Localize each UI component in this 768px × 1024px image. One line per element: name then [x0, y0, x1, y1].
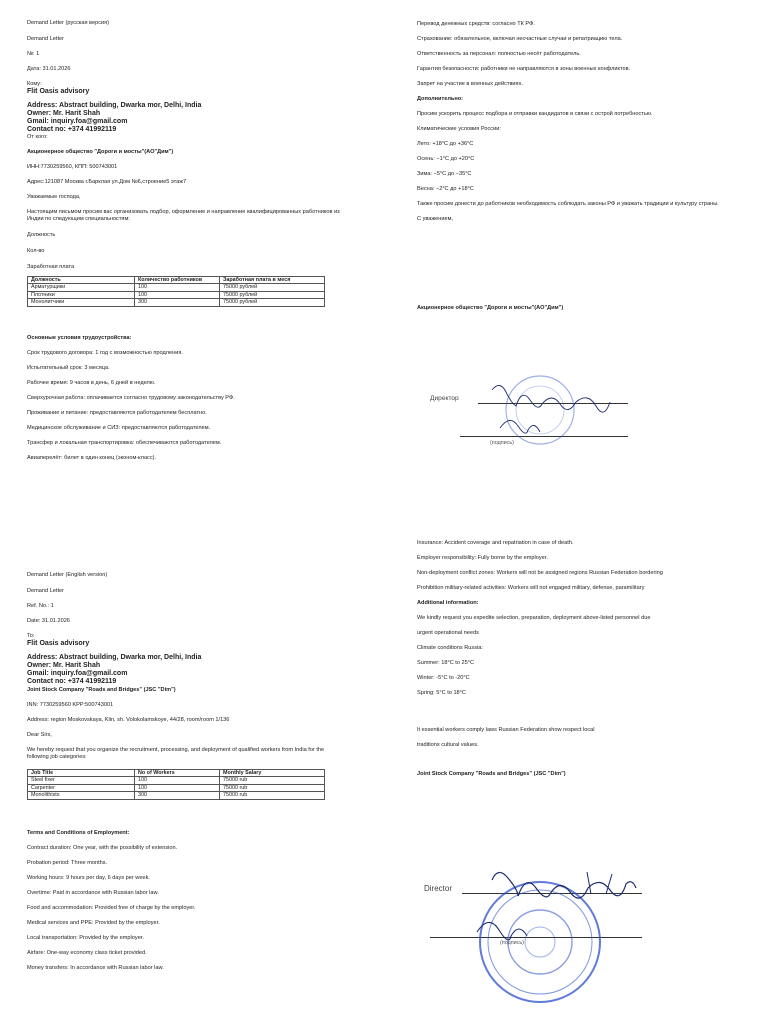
en-recipient-block — [27, 640, 372, 686]
en-climate-item: Summer: 18°C to 25°C — [417, 660, 475, 666]
en-term: Money transfers: In accordance with Russian labor law. — [27, 964, 164, 971]
table-cell: Плотники — [28, 291, 135, 298]
ru-number: №: 1 — [27, 51, 40, 57]
en-condition: Prohibition military-related activities: Workers will not engaged military, defense, paramilitary — [417, 585, 645, 591]
ru-left-column — [27, 20, 372, 462]
en-to-label: To: — [27, 633, 35, 639]
table-cell: 100 — [135, 291, 220, 298]
en-recipient-gmail: Gmail: inquiry.foa@gmail.com — [27, 670, 128, 677]
ru-condition: Перевод денежных средств: согласно ТК РФ. — [417, 21, 535, 27]
table-row — [28, 792, 325, 799]
en-company-stamp — [422, 862, 662, 1012]
ru-closing: Также просим донести до работников необходимость соблюдать законы РФ и уважать традиции и культуру страны. — [417, 201, 719, 207]
ru-title: Demand Letter — [27, 36, 65, 42]
en-address: Address: region Moskovskaya, Klin, sh. Volokolamskoye, 44/28, room/room 1/136 — [27, 717, 230, 723]
ru-label-salary: Заработная плата — [27, 264, 75, 270]
ru-term: Рабочее время: 9 часов в день, 6 дней в неделю. — [27, 379, 156, 386]
ru-recipient-gmail: Gmail: inquiry.foa@gmail.com — [27, 118, 128, 125]
table-header-cell: Заработная плата в меся — [220, 277, 325, 284]
ru-condition: Гарантия безопасности: работники не направляются в зоны военных конфликтов. — [417, 66, 631, 72]
ru-climate-item: Зима: −5°C до −35°C — [417, 171, 472, 177]
ru-heading: Demand Letter (русская версия) — [27, 20, 110, 26]
ru-recipient-contact: Contact no: +374 41992119 — [27, 126, 117, 133]
en-term: Working hours: 9 hours per day, 6 days per week. — [27, 874, 150, 881]
en-recipient-contact: Contact no: +374 41992119 — [27, 678, 117, 685]
en-term: Airfare: One-way economy class ticket provided. — [27, 949, 147, 956]
en-term: Overtime: Paid in accordance with Russian labor law. — [27, 889, 159, 896]
ru-signature-caption: (подпись) — [490, 440, 514, 446]
table-cell: 75000 rub — [220, 792, 325, 799]
ru-additional-title: Дополнительно: — [417, 96, 463, 102]
table-cell: 75000 рублей — [220, 291, 325, 298]
ru-term: Медицинское обслуживание и СИЗ: предоставляются работодателем. — [27, 424, 211, 431]
ru-term: Проживание и питание: предоставляются работодателем бесплатно. — [27, 409, 207, 416]
ru-label-count: Кол-во — [27, 248, 45, 254]
table-cell: 100 — [135, 777, 220, 784]
ru-to-label: Кому: — [27, 81, 42, 87]
en-terms-title: Terms and Conditions of Employment: — [27, 829, 130, 836]
en-climate-item: Winter: -5°C to -20°C — [417, 675, 470, 681]
table-header-row — [28, 277, 325, 284]
table-cell: 300 — [135, 792, 220, 799]
en-signature-caption: (подпись) — [500, 940, 524, 946]
table-cell: 75000 rub — [220, 777, 325, 784]
ru-right-column — [417, 21, 747, 312]
ru-from-label: От кого: — [27, 134, 48, 140]
ru-date: Дата: 31.01.2026 — [27, 66, 71, 72]
en-climate-item: Spring: 5°C to 18°C — [417, 690, 466, 696]
ru-label-position: Должность — [27, 232, 56, 238]
table-cell: Арматурщики — [28, 284, 135, 291]
ru-director-label: Директор — [430, 395, 459, 402]
table-row — [28, 284, 325, 291]
table-header-row — [28, 770, 325, 777]
table-cell: 100 — [135, 284, 220, 291]
en-closing-1: It essential workers comply laws Russian Federation show respect local — [417, 727, 595, 733]
table-cell: 75000 rub — [220, 784, 325, 791]
en-recipient-owner: Owner: Mr. Harit Shah — [27, 662, 101, 669]
ru-climate-item: Лето: +18°C до +36°C — [417, 141, 474, 147]
en-intro: We hereby request that you organize the recruitment, processing, and deployment of qualified workers from India for the following job categories: — [27, 747, 325, 760]
ru-recipient-block — [27, 88, 372, 134]
table-header-cell: Количество работников — [135, 277, 220, 284]
en-signature-company: Joint Stock Company "Roads and Bridges" (JSC "Dim") — [417, 771, 566, 777]
ru-sender-company: Акционерное общество "Дороги и мосты"(АО"Дим") — [27, 149, 174, 155]
en-greeting: Dear Sirs, — [27, 732, 52, 738]
table-cell: 75000 рублей — [220, 299, 325, 306]
table-row — [28, 291, 325, 298]
ru-address: Адрес:121087 Москва г.Барклая ул.Дом №6,строение5 этаж7 — [27, 179, 187, 185]
en-sender-company: Joint Stock Company "Roads and Bridges" (JSC "Dim") — [27, 687, 176, 693]
table-cell: Монолитчики — [28, 299, 135, 306]
ru-climate-item: Весна: −2°C до +18°C — [417, 186, 474, 192]
ru-climate-title: Климатические условия России: — [417, 126, 501, 132]
ru-condition: Страхование: обязательное, включая несчастные случаи и репатриацию тела. — [417, 36, 623, 42]
en-left-column — [27, 572, 372, 972]
en-director-label: Director — [424, 884, 453, 893]
en-term: Contract duration: One year, with the possibility of extension. — [27, 844, 178, 851]
ru-term: Трансфер и локальная транспортировка: обеспечиваются работодателем. — [27, 439, 222, 446]
table-row — [28, 299, 325, 306]
ru-signature-company: Акционерное общество "Дороги и мосты"(АО"Дим") — [417, 305, 564, 311]
ru-climate-item: Осень: −1°C до +20°C — [417, 156, 475, 162]
en-term: Local transportation: Provided by the employer. — [27, 934, 144, 941]
table-header-cell: Должность — [28, 277, 135, 284]
ru-term: Авиаперелёт: билет в один конец (эконом-класс). — [27, 454, 157, 461]
en-condition: Employer responsibility: Fully borne by the employer. — [417, 555, 548, 561]
table-cell: Monolithists — [28, 792, 135, 799]
ru-recipient-owner: Owner: Mr. Harit Shah — [27, 110, 101, 117]
en-date: Date: 31.01.2026 — [27, 618, 70, 624]
ru-condition: Запрет на участие в военных действиях. — [417, 81, 523, 87]
ru-terms-title: Основные условия трудоустройства: — [27, 334, 132, 341]
table-cell: Steel fixer — [28, 777, 135, 784]
ru-jobs-table — [27, 276, 325, 307]
table-header-cell: Job Title — [28, 770, 135, 777]
en-recipient-company: Flit Oasis advisory — [27, 640, 90, 647]
table-cell: 300 — [135, 299, 220, 306]
ru-intro: Настоящим письмом просим вас организовать подбор, оформление и направление квалифицированных работников из Индии по следующим специальностям: — [27, 209, 340, 222]
ru-recipient-company: Flit Oasis advisory — [27, 88, 90, 95]
table-cell: 100 — [135, 784, 220, 791]
ru-handwritten-signature — [430, 370, 650, 460]
table-cell: Carpenter — [28, 784, 135, 791]
en-request: We kindly request you expedite selection, preparation, deployment above-listed personnel due — [417, 615, 651, 621]
en-condition: Insurance: Accident coverage and repatriation in case of death. — [417, 540, 574, 546]
en-closing-2: traditions cultural values. — [417, 742, 479, 748]
en-term: Medical services and PPE: Provided by the employer. — [27, 919, 160, 926]
table-row — [28, 777, 325, 784]
ru-condition: Ответственность за персонал: полностью несёт работодатель. — [417, 51, 581, 57]
ru-greeting: Уважаемые господа, — [27, 194, 81, 200]
en-term: Food and accommodation: Provided free of charge by the employer. — [27, 904, 196, 911]
ru-term: Испытательный срок: 3 месяца. — [27, 364, 110, 371]
en-climate-title: Climate conditions Russia: — [417, 645, 483, 651]
en-jobs-table — [27, 769, 325, 800]
en-inn: INN: 7730259560 KPP:500743001 — [27, 702, 114, 708]
en-recipient-address: Address: Abstract building, Dwarka mor, Delhi, India — [27, 654, 202, 661]
en-term: Probation period: Three months. — [27, 859, 108, 866]
table-header-cell: Monthly Salary — [220, 770, 325, 777]
ru-inn: ИНН:7730259560, КПП: 500743001 — [27, 164, 118, 170]
en-condition: Non-deployment conflict zones: Workers will not be assigned regions Russian Federation bordering — [417, 570, 663, 576]
ru-term: Срок трудового договора: 1 год с возможностью продления. — [27, 349, 183, 356]
en-right-column — [417, 540, 747, 778]
ru-recipient-address: Address: Abstract building, Dwarka mor, Delhi, India — [27, 102, 202, 109]
table-cell: 75000 рублей — [220, 284, 325, 291]
ru-request: Просим ускорить процесс подбора и отправки кандидатов в связи с острой потребностью. — [417, 111, 653, 117]
en-additional-title: Additional information: — [417, 600, 479, 606]
en-signature-block — [422, 862, 662, 1012]
en-request-2: urgent operational needs — [417, 630, 479, 636]
ru-regards: С уважением, — [417, 216, 453, 222]
table-header-cell: No of Workers — [135, 770, 220, 777]
ru-signature-block — [430, 370, 650, 460]
en-ref: Ref. No.: 1 — [27, 603, 54, 609]
en-heading: Demand Letter (English version) — [27, 572, 108, 578]
ru-term: Сверхурочная работа: оплачивается согласно трудовому законодательству РФ. — [27, 394, 235, 401]
table-row — [28, 784, 325, 791]
en-title: Demand Letter — [27, 588, 65, 594]
